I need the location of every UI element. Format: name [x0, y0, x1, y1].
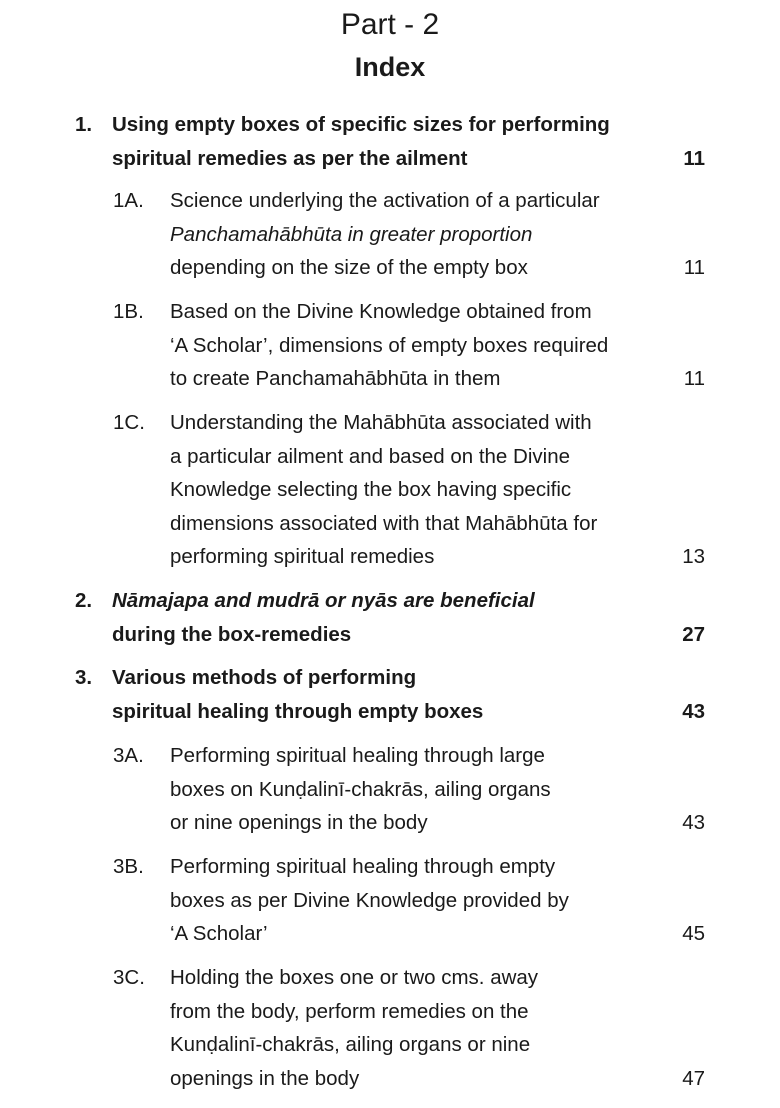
page-number: 11	[683, 256, 705, 279]
entry-line: a particular ailment and based on the Divine	[170, 444, 570, 468]
entry-line: Based on the Divine Knowledge obtained from	[170, 300, 592, 323]
entry-line: Nāmajapa and mudrā or nyās are beneficial	[112, 589, 535, 612]
entry-line: spiritual healing through empty boxes	[112, 699, 484, 723]
entry-line: Holding the boxes one or two cms. away	[170, 966, 539, 989]
entry-line	[170, 218, 532, 252]
page-number: 13	[682, 545, 705, 568]
entry-line: to create Panchamahābhūta in them	[170, 367, 501, 390]
entry-number: 3.	[75, 666, 93, 689]
entry-line: performing spiritual remedies	[170, 545, 435, 568]
page-number: 47	[682, 1066, 705, 1090]
entry-line: spiritual remedies as per the ailment	[112, 146, 468, 170]
entry-line: Performing spiritual healing through empty	[170, 855, 556, 878]
entry-line: depending on the size of the empty box	[170, 256, 528, 279]
entry-line: Understanding the Mahābhūta associated with	[170, 411, 592, 434]
entry-line: ‘A Scholar’	[170, 922, 268, 945]
entry-number: 3C.	[113, 966, 145, 989]
entry-number: 3A.	[113, 744, 144, 767]
entry-line: boxes on Kunḍalinī-chakrās, ailing organs	[170, 777, 551, 801]
part-heading: Part - 2	[340, 8, 440, 41]
entry-line: or nine openings in the body	[170, 811, 428, 834]
entry-line: dimensions associated with that Mahābhūta for	[170, 511, 598, 535]
entry-line: ‘A Scholar’, dimensions of empty boxes required	[170, 333, 609, 357]
entry-number: 2.	[75, 589, 93, 612]
entry-line: Knowledge selecting the box having specific	[170, 478, 572, 501]
entry-line: Kunḍalinī-chakrās, ailing organs or nine	[170, 1033, 531, 1056]
entry-line: Performing spiritual healing through large	[170, 744, 545, 767]
page-number: 43	[682, 699, 705, 723]
entry-line: openings in the body	[170, 1066, 360, 1090]
page-number: 27	[682, 622, 705, 646]
entry-line: Science underlying the activation of a particular	[170, 189, 600, 212]
entry-line-italic: Panchamahābhūta in greater proportion	[170, 222, 533, 246]
entry-number: 3B.	[113, 855, 144, 878]
page-number: 43	[682, 811, 705, 834]
entry-number: 1B.	[113, 300, 144, 323]
entry-line: from the body, perform remedies on the	[170, 999, 529, 1023]
index-title: Index	[354, 52, 426, 82]
entry-line: during the box-remedies	[112, 622, 352, 646]
entry-line: boxes as per Divine Knowledge provided by	[170, 888, 569, 912]
entry-number: 1C.	[113, 411, 145, 434]
page-number: 45	[682, 922, 705, 945]
entry-line: Using empty boxes of specific sizes for performing	[112, 113, 610, 136]
page-number: 11	[683, 367, 705, 390]
entry-line: Various methods of performing	[112, 666, 417, 689]
entry-number: 1A.	[113, 189, 144, 212]
entry-number: 1.	[75, 113, 93, 136]
page-number: 11	[683, 146, 705, 170]
